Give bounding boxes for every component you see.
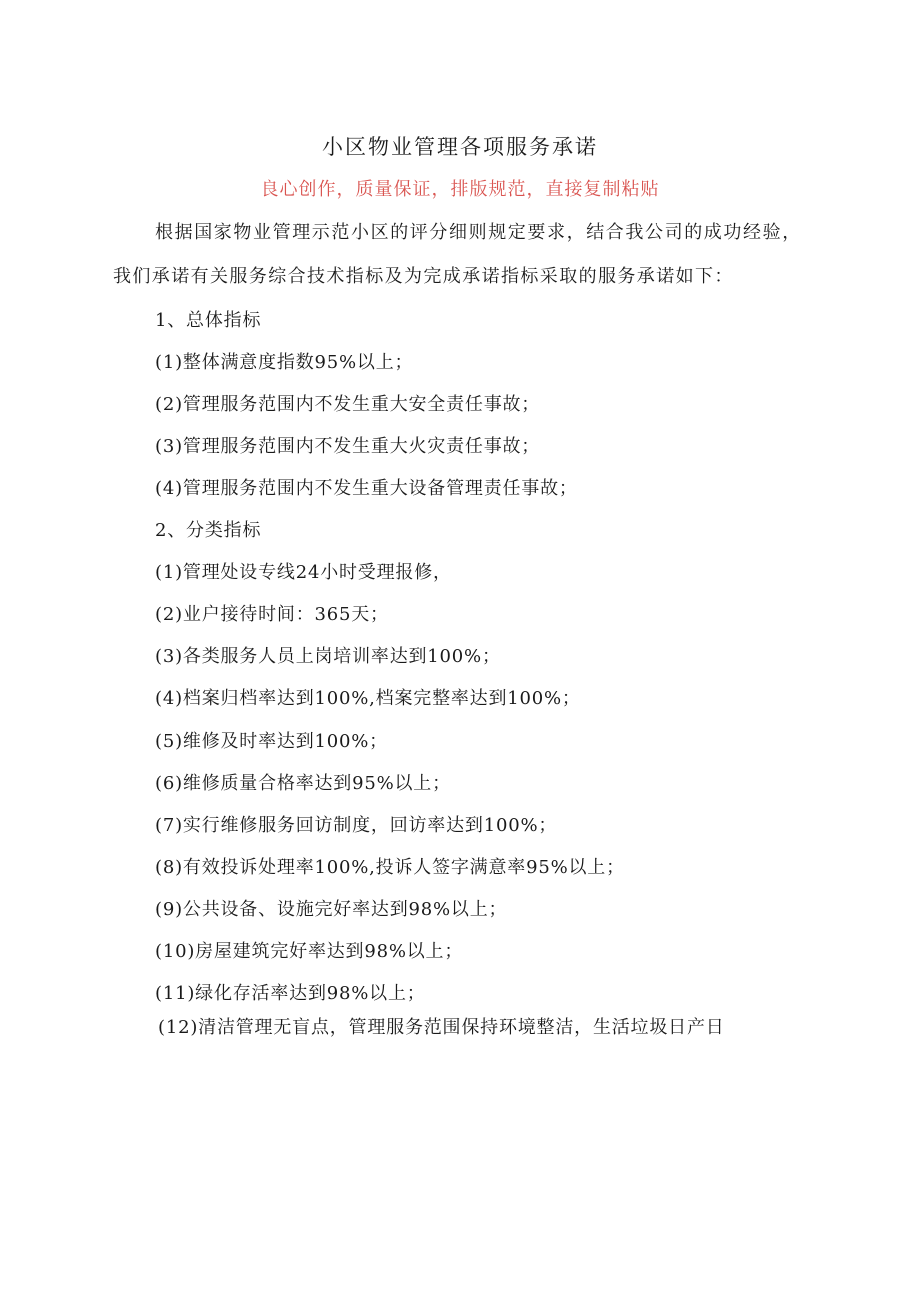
section-heading-overall: 1、总体指标 xyxy=(155,310,262,331)
list-item: (7)实行维修服务回访制度，回访率达到100%； xyxy=(155,815,558,836)
list-item: (12)清洁管理无盲点，管理服务范围保持环境整洁，生活垃圾日产日 xyxy=(158,1017,725,1038)
list-item: (10)房屋建筑完好率达到98%以上； xyxy=(155,941,464,962)
list-item: (1)整体满意度指数95%以上； xyxy=(155,352,414,373)
list-item: (4)管理服务范围内不发生重大设备管理责任事故； xyxy=(155,478,578,499)
list-item: (9)公共设备、设施完好率达到98%以上； xyxy=(155,899,508,920)
document-subtitle: 良心创作，质量保证，排版规范，直接复制粘贴 xyxy=(260,179,660,200)
list-item: (1)管理处设专线24小时受理报修， xyxy=(155,562,452,583)
list-item: (4)档案归档率达到100%,档案完整率达到100%； xyxy=(155,688,581,709)
intro-paragraph-line-2: 我们承诺有关服务综合技术指标及为完成承诺指标采取的服务承诺如下： xyxy=(113,266,734,287)
list-item: (5)维修及时率达到100%； xyxy=(155,731,388,752)
intro-paragraph-line-1: 根据国家物业管理示范小区的评分细则规定要求，结合我公司的成功经验， xyxy=(155,222,802,243)
list-item: (3)管理服务范围内不发生重大火灾责任事故； xyxy=(155,436,541,457)
list-item: (8)有效投诉处理率100%,投诉人签字满意率95%以上； xyxy=(155,857,625,878)
document-title: 小区物业管理各项服务承诺 xyxy=(322,135,598,159)
list-item: (2)业户接待时间：365天； xyxy=(155,604,389,625)
list-item: (2)管理服务范围内不发生重大安全责任事故； xyxy=(155,394,541,415)
list-item: (6)维修质量合格率达到95%以上； xyxy=(155,773,451,794)
list-item: (11)绿化存活率达到98%以上； xyxy=(155,983,426,1004)
section-heading-category: 2、分类指标 xyxy=(155,520,262,541)
list-item: (3)各类服务人员上岗培训率达到100%； xyxy=(155,646,501,667)
